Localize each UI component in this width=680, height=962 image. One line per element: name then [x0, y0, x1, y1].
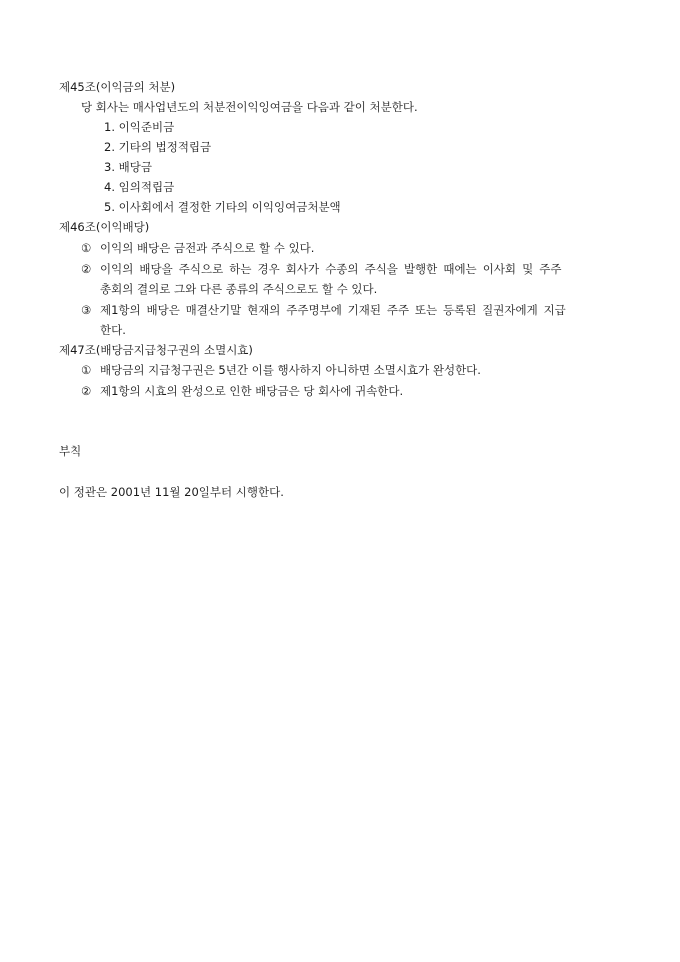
clause-text: 제1항의 배당은 매결산기말 현재의 주주명부에 기재된 주주 또는 등록된 질권자에게 지급 [100, 303, 566, 317]
article-45-item-1: 1. 이익준비금 [104, 120, 175, 134]
supplementary-text: 이 정관은 2001년 11월 20일부터 시행한다. [59, 485, 284, 499]
clause-text: 이익의 배당을 주식으로 하는 경우 회사가 수종의 주식을 발행한 때에는 이사회 및 주주 [100, 262, 562, 276]
article-46-heading: 제46조(이익배당) [59, 220, 150, 234]
article-45-heading: 제45조(이익금의 처분) [59, 80, 176, 94]
clause-marker: ② [81, 384, 92, 398]
article-45-item-4: 4. 임의적립금 [104, 180, 175, 194]
clause-marker: ① [81, 241, 92, 255]
article-45-intro: 당 회사는 매사업년도의 처분전이익잉여금을 다음과 같이 처분한다. [81, 100, 418, 114]
clause-marker: ② [81, 262, 92, 276]
clause-text: 이익의 배당은 금전과 주식으로 할 수 있다. [100, 241, 315, 255]
clause-marker: ③ [81, 303, 92, 317]
article-45-item-2: 2. 기타의 법정적립금 [104, 140, 212, 154]
article-45-item-3: 3. 배당금 [104, 160, 152, 174]
supplementary-heading: 부칙 [59, 444, 82, 458]
clause-marker: ① [81, 363, 92, 377]
article-47-heading: 제47조(배당금지급청구권의 소멸시효) [59, 343, 253, 357]
article-45-item-5: 5. 이사회에서 결정한 기타의 이익잉여금처분액 [104, 200, 341, 214]
clause-text: 총회의 결의로 그와 다른 종류의 주식으로도 할 수 있다. [100, 282, 378, 296]
clause-text: 한다. [100, 323, 126, 337]
clause-text: 배당금의 지급청구권은 5년간 이를 행사하지 아니하면 소멸시효가 완성한다. [100, 363, 481, 377]
clause-text: 제1항의 시효의 완성으로 인한 배당금은 당 회사에 귀속한다. [100, 384, 404, 398]
